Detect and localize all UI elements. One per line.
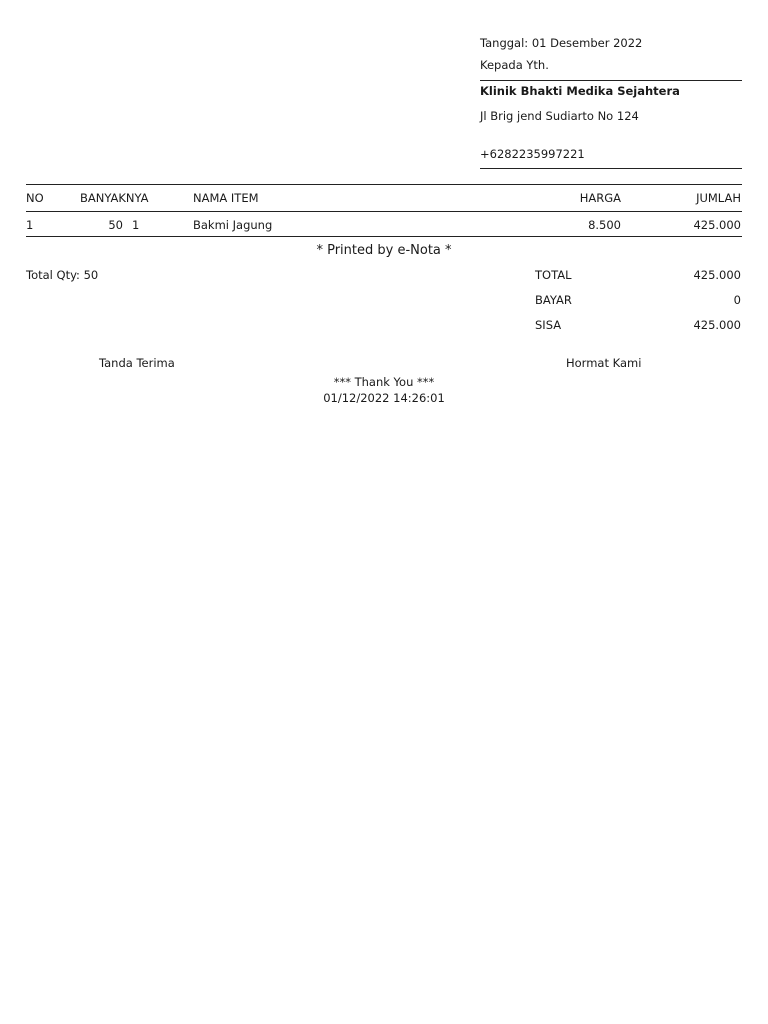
table-top-rule	[26, 184, 742, 185]
receiver-signature-label: Tanda Terima	[99, 356, 175, 370]
recipient-label: Kepada Yth.	[480, 58, 549, 72]
sender-signature-label: Hormat Kami	[566, 356, 642, 370]
printed-by-note: * Printed by e-Nota *	[316, 243, 452, 258]
column-header-price: HARGA	[579, 191, 621, 205]
total-quantity: Total Qty: 50	[26, 268, 99, 282]
paid-value: 0	[733, 293, 741, 307]
row-total: 425.000	[693, 218, 741, 232]
column-header-no: NO	[26, 191, 44, 205]
header-divider-bottom	[480, 168, 742, 169]
column-header-total: JUMLAH	[696, 191, 741, 205]
customer-name: Klinik Bhakti Medika Sejahtera	[480, 84, 680, 98]
total-value: 425.000	[693, 268, 741, 282]
column-header-item: NAMA ITEM	[193, 191, 259, 205]
thank-you-note: *** Thank You ***	[333, 375, 435, 389]
row-unit: 1	[132, 218, 140, 232]
remaining-label: SISA	[535, 318, 562, 332]
header-divider-top	[480, 80, 742, 81]
row-qty: 50	[108, 218, 123, 232]
paid-label: BAYAR	[535, 293, 572, 307]
remaining-value: 425.000	[693, 318, 741, 332]
invoice-date: Tanggal: 01 Desember 2022	[480, 36, 643, 50]
customer-address: Jl Brig jend Sudiarto No 124	[480, 109, 639, 123]
row-price: 8.500	[588, 218, 621, 232]
print-timestamp: 01/12/2022 14:26:01	[323, 391, 445, 405]
customer-phone: +6282235997221	[480, 147, 585, 161]
row-no: 1	[26, 218, 34, 232]
table-bottom-rule	[26, 236, 742, 237]
row-item-name: Bakmi Jagung	[193, 218, 273, 232]
total-label: TOTAL	[535, 268, 572, 282]
table-header-rule	[26, 211, 742, 212]
column-header-qty: BANYAKNYA	[80, 191, 149, 205]
